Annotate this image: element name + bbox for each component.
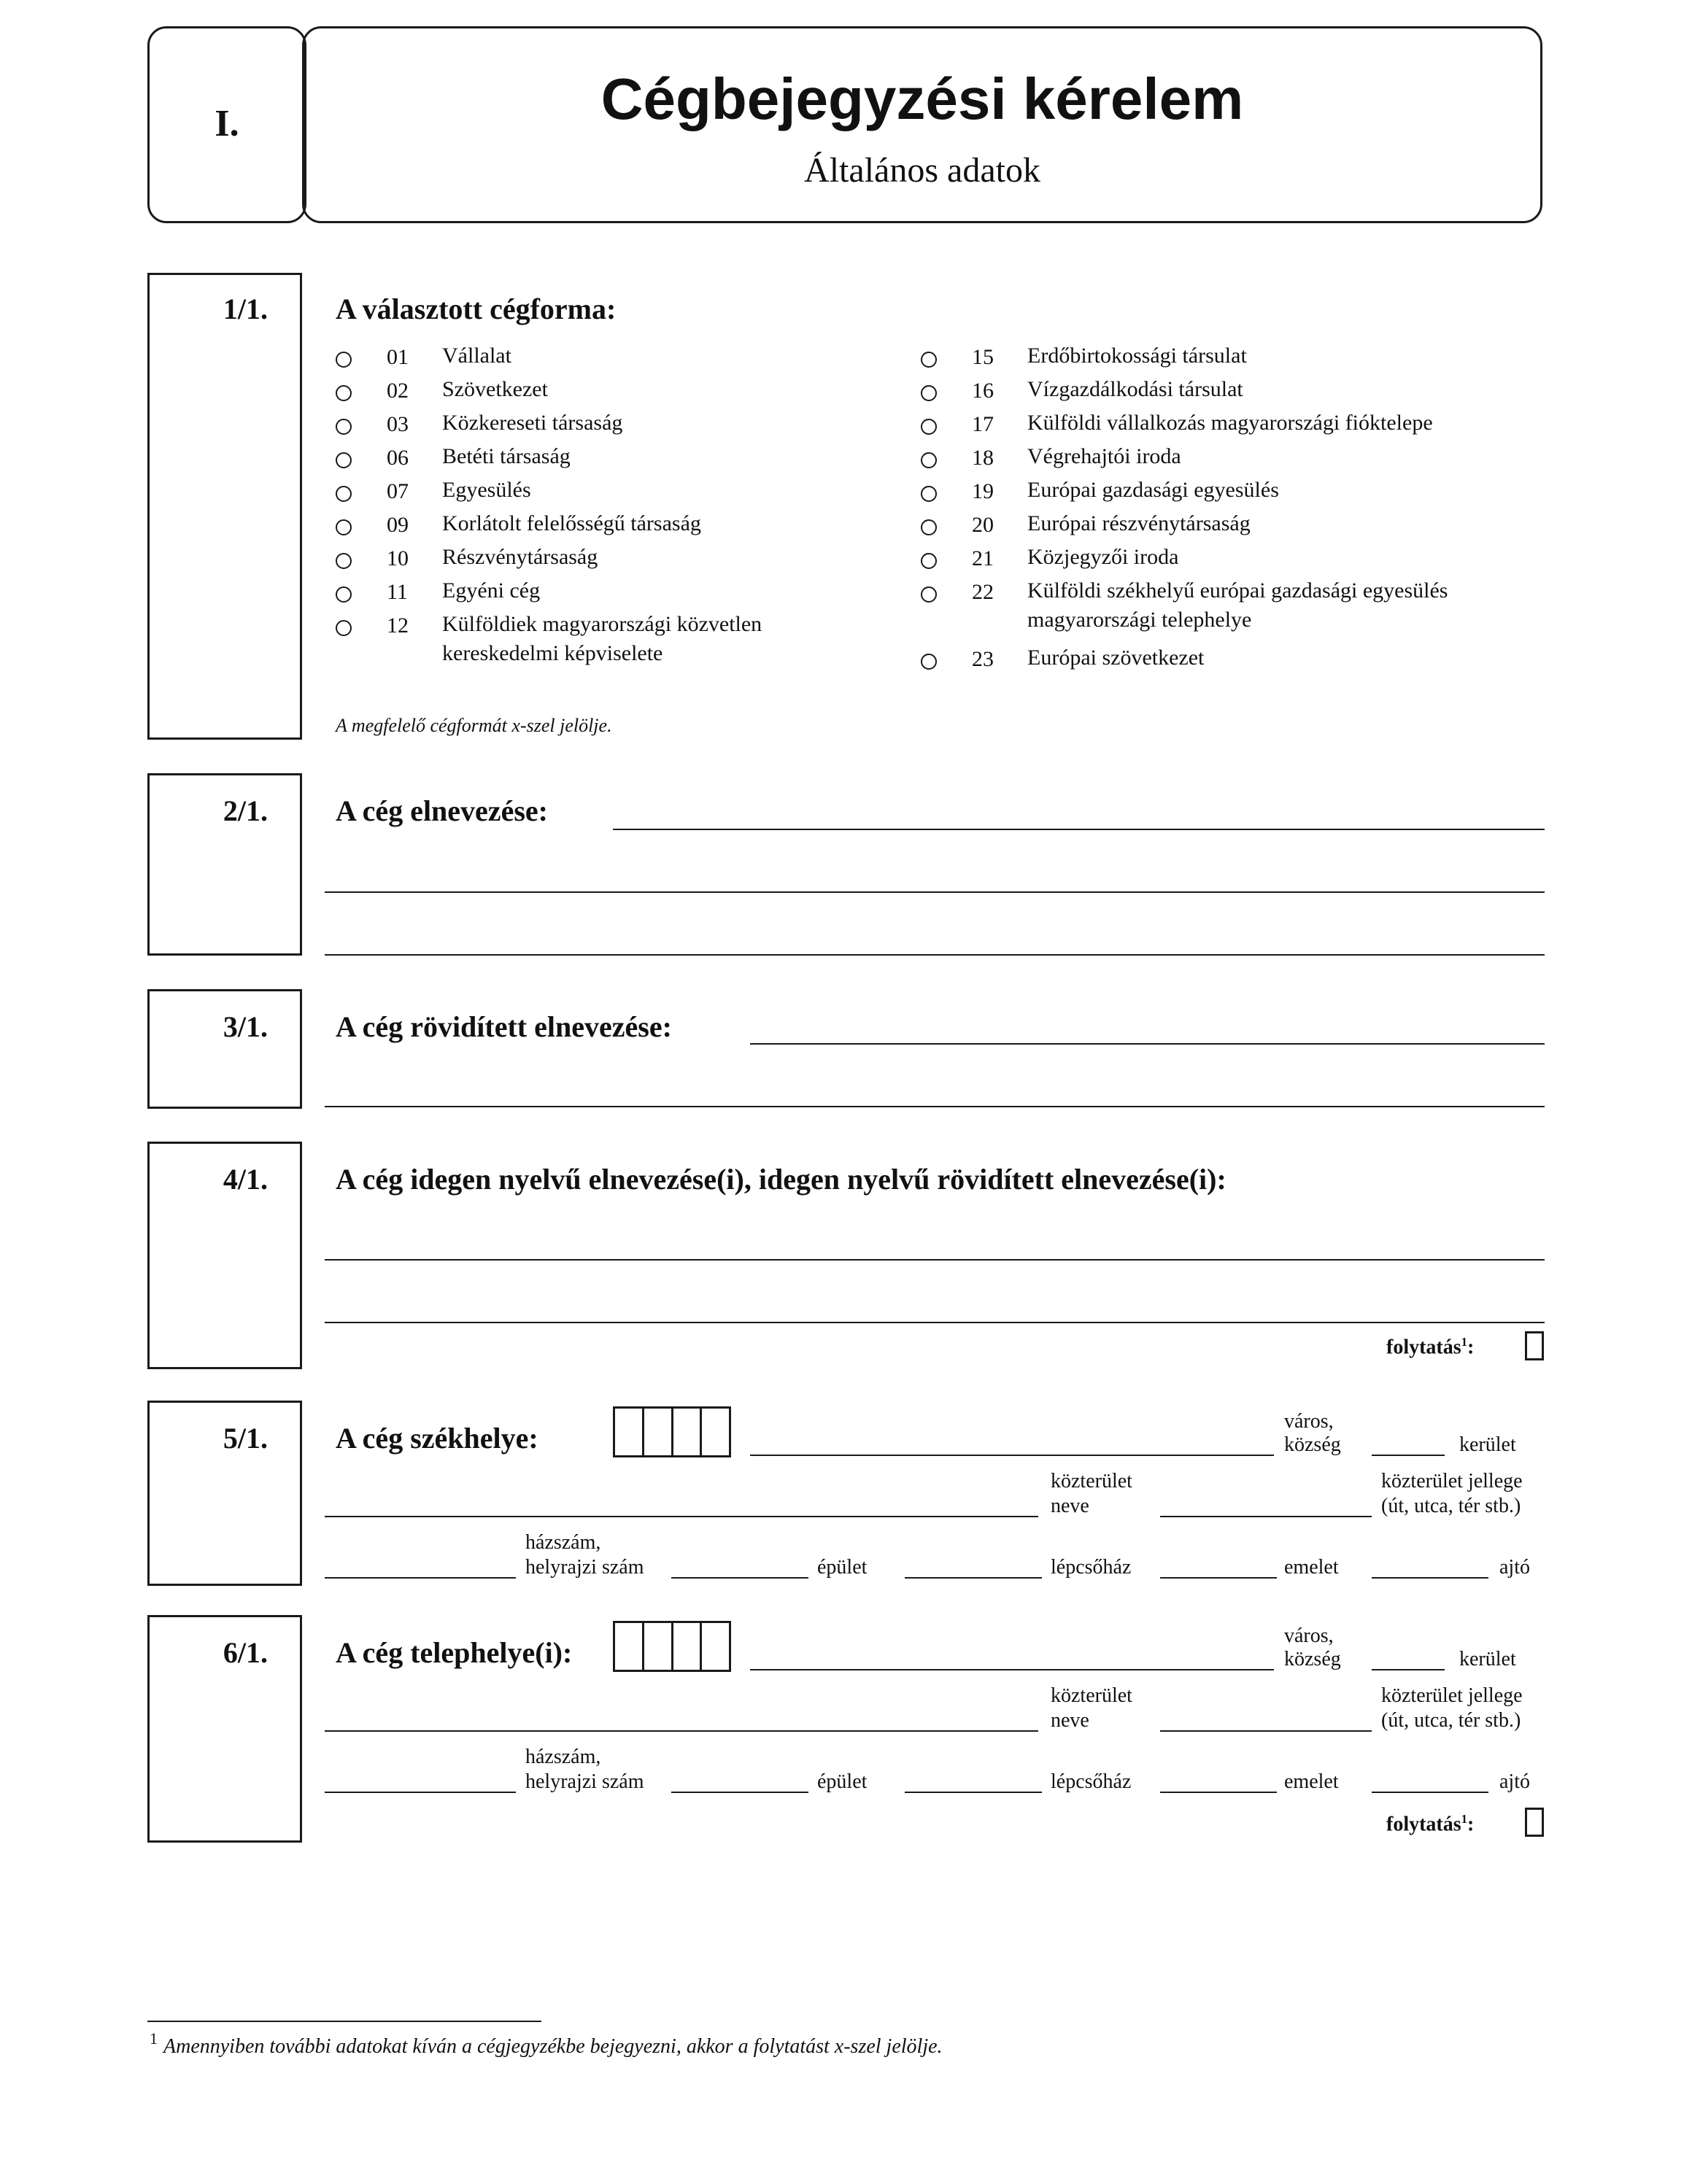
- company-form-option[interactable]: [921, 345, 1519, 374]
- seat-city-label-1: város,: [1284, 1410, 1334, 1433]
- s1-number-box: [147, 273, 302, 740]
- seat-city-label-2: község: [1284, 1433, 1341, 1456]
- company-form-code: 22: [972, 580, 994, 604]
- seat-postal-code-boxes[interactable]: [613, 1406, 731, 1457]
- company-form-radio[interactable]: [336, 352, 352, 368]
- company-form-label: Korlátolt felelősségű társaság: [442, 511, 701, 535]
- company-form-code: 10: [387, 546, 409, 570]
- seat-postal-digit[interactable]: [615, 1409, 644, 1455]
- company-form-radio[interactable]: [921, 519, 937, 535]
- s5-title: A cég székhelye:: [336, 1422, 538, 1455]
- site-city-label-2: község: [1284, 1648, 1341, 1670]
- company-form-option[interactable]: [921, 412, 1519, 441]
- short-name-line-1[interactable]: [750, 1043, 1545, 1045]
- s3-number: 3/1.: [223, 1010, 268, 1043]
- site-street-label-1: közterület: [1051, 1684, 1132, 1707]
- company-form-code: 02: [387, 379, 409, 403]
- company-form-label: Külföldiek magyarországi közvetlen: [442, 612, 762, 636]
- site-house-label-1: házszám,: [525, 1746, 601, 1768]
- company-form-option[interactable]: [336, 446, 934, 475]
- company-form-radio[interactable]: [921, 654, 937, 670]
- site-postal-code-boxes[interactable]: [613, 1621, 731, 1672]
- footnote-mark: 1: [150, 2029, 158, 2048]
- company-form-option[interactable]: [336, 513, 934, 542]
- site-postal-digit[interactable]: [615, 1623, 644, 1670]
- seat-postal-digit[interactable]: [673, 1409, 703, 1455]
- company-form-radio[interactable]: [921, 553, 937, 569]
- company-form-code: 23: [972, 647, 994, 671]
- seat-stair-line[interactable]: [905, 1577, 1042, 1579]
- company-form-radio[interactable]: [336, 385, 352, 401]
- company-form-code: 09: [387, 513, 409, 537]
- company-form-radio[interactable]: [921, 385, 937, 401]
- seat-street-type-label-2: (út, utca, tér stb.): [1381, 1495, 1521, 1517]
- company-form-label: Közjegyzői iroda: [1027, 545, 1179, 569]
- s2-number: 2/1.: [223, 794, 268, 827]
- seat-stair-label: lépcsőház: [1051, 1556, 1132, 1579]
- site-street-label-2: neve: [1051, 1709, 1089, 1732]
- company-form-option[interactable]: [336, 345, 934, 374]
- seat-building-line[interactable]: [671, 1577, 808, 1579]
- company-form-label-cont: kereskedelmi képviselete: [442, 641, 663, 665]
- company-form-option[interactable]: [921, 647, 1519, 676]
- company-name-line-1[interactable]: [613, 829, 1545, 830]
- seat-postal-digit[interactable]: [644, 1409, 673, 1455]
- seat-district-line[interactable]: [1372, 1455, 1445, 1456]
- site-house-label-2: helyrajzi szám: [525, 1770, 644, 1793]
- company-form-radio[interactable]: [336, 486, 352, 502]
- company-form-label: Közkereseti társaság: [442, 411, 623, 435]
- site-district-line[interactable]: [1372, 1669, 1445, 1670]
- seat-house-label-2: helyrajzi szám: [525, 1556, 644, 1579]
- company-form-option[interactable]: [921, 379, 1519, 408]
- seat-street-label-2: neve: [1051, 1495, 1089, 1517]
- company-form-radio[interactable]: [336, 419, 352, 435]
- company-form-code: 03: [387, 412, 409, 436]
- site-street-name-line[interactable]: [325, 1730, 1038, 1732]
- s6-continue-text: folytatás: [1386, 1813, 1461, 1836]
- seat-house-label-1: házszám,: [525, 1531, 601, 1554]
- seat-district-label: kerület: [1459, 1433, 1516, 1456]
- seat-floor-line[interactable]: [1160, 1577, 1277, 1579]
- s1-number: 1/1.: [223, 293, 268, 325]
- company-form-radio[interactable]: [921, 486, 937, 502]
- s2-title: A cég elnevezése:: [336, 794, 548, 827]
- company-form-label: Betéti társaság: [442, 444, 571, 468]
- company-form-code: 12: [387, 613, 409, 638]
- site-street-type-label-1: közterület jellege: [1381, 1684, 1523, 1707]
- seat-street-label-1: közterület: [1051, 1470, 1132, 1492]
- s1-title: A választott cégforma:: [336, 293, 617, 325]
- s4-continue-text: folytatás: [1386, 1336, 1461, 1359]
- company-form-label: Európai gazdasági egyesülés: [1027, 478, 1279, 502]
- seat-street-type-label-1: közterület jellege: [1381, 1470, 1523, 1492]
- company-form-radio[interactable]: [921, 586, 937, 603]
- site-floor-label: emelet: [1284, 1770, 1339, 1793]
- company-form-label: Külföldi vállalkozás magyarországi fióktelepe: [1027, 411, 1433, 435]
- company-form-label: Szövetkezet: [442, 377, 548, 401]
- company-form-option[interactable]: [921, 513, 1519, 542]
- company-form-option[interactable]: [921, 446, 1519, 475]
- company-form-label-cont: magyarországi telephelye: [1027, 608, 1252, 632]
- site-stair-line[interactable]: [905, 1792, 1042, 1793]
- seat-postal-digit[interactable]: [702, 1409, 729, 1455]
- s1-note: A megfelelő cégformát x-szel jelölje.: [336, 715, 612, 736]
- foreign-name-line-2[interactable]: [325, 1322, 1545, 1323]
- page-subtitle: Általános adatok: [804, 151, 1040, 190]
- s3-number-box: [147, 989, 302, 1109]
- company-form-option[interactable]: [921, 580, 1519, 638]
- company-name-line-2[interactable]: [325, 891, 1545, 893]
- company-form-label: Egyesülés: [442, 478, 531, 502]
- seat-floor-label: emelet: [1284, 1556, 1339, 1579]
- company-form-label: Európai szövetkezet: [1027, 646, 1205, 670]
- s4-continue-checkbox[interactable]: [1525, 1331, 1544, 1360]
- s6-continue-label: [1386, 1812, 1474, 1836]
- company-form-radio[interactable]: [336, 553, 352, 569]
- company-form-option[interactable]: [336, 546, 934, 576]
- s3-title: A cég rövidített elnevezése:: [336, 1010, 672, 1043]
- foreign-name-line-1[interactable]: [325, 1259, 1545, 1261]
- site-building-line[interactable]: [671, 1792, 808, 1793]
- company-form-option[interactable]: [336, 379, 934, 408]
- site-street-type-label-2: (út, utca, tér stb.): [1381, 1709, 1521, 1732]
- site-building-label: épület: [817, 1770, 868, 1793]
- company-form-option[interactable]: [921, 479, 1519, 508]
- company-form-option[interactable]: [336, 412, 934, 441]
- company-form-code: 11: [387, 580, 408, 604]
- s5-number: 5/1.: [223, 1422, 268, 1455]
- site-city-label-1: város,: [1284, 1625, 1334, 1647]
- site-stair-label: lépcsőház: [1051, 1770, 1132, 1793]
- company-form-code: 06: [387, 446, 409, 470]
- company-form-option[interactable]: [336, 613, 934, 672]
- seat-house-number-line[interactable]: [325, 1577, 516, 1579]
- company-form-label: Vízgazdálkodási társulat: [1027, 377, 1243, 401]
- seat-door-label: ajtó: [1499, 1556, 1530, 1579]
- company-form-label: Erdőbirtokossági társulat: [1027, 344, 1247, 368]
- s4-continue-footnote-mark: 1: [1461, 1335, 1468, 1349]
- company-form-code: 17: [972, 412, 994, 436]
- company-form-code: 19: [972, 479, 994, 503]
- company-form-label: Külföldi székhelyű európai gazdasági egyesülés: [1027, 578, 1448, 603]
- site-city-line[interactable]: [750, 1669, 1274, 1670]
- company-form-code: 15: [972, 345, 994, 369]
- company-form-radio[interactable]: [336, 452, 352, 468]
- company-form-option[interactable]: [336, 479, 934, 508]
- site-street-type-line[interactable]: [1160, 1730, 1372, 1732]
- seat-building-label: épület: [817, 1556, 868, 1579]
- company-form-code: 21: [972, 546, 994, 570]
- s6-title: A cég telephelye(i):: [336, 1636, 573, 1669]
- s6-continue-footnote-mark: 1: [1461, 1812, 1468, 1826]
- company-form-code: 18: [972, 446, 994, 470]
- company-form-option[interactable]: [336, 580, 934, 609]
- short-name-line-2[interactable]: [325, 1106, 1545, 1107]
- site-postal-digit[interactable]: [673, 1623, 703, 1670]
- company-form-label: Részvénytársaság: [442, 545, 598, 569]
- site-floor-line[interactable]: [1160, 1792, 1277, 1793]
- company-form-radio[interactable]: [336, 519, 352, 535]
- company-form-radio[interactable]: [336, 586, 352, 603]
- company-form-radio[interactable]: [921, 352, 937, 368]
- company-form-code: 01: [387, 345, 409, 369]
- company-form-radio[interactable]: [921, 419, 937, 435]
- company-form-code: 20: [972, 513, 994, 537]
- site-postal-digit[interactable]: [644, 1623, 673, 1670]
- seat-city-line[interactable]: [750, 1455, 1274, 1456]
- company-form-radio[interactable]: [336, 620, 352, 636]
- seat-door-line[interactable]: [1372, 1577, 1488, 1579]
- site-postal-digit[interactable]: [702, 1623, 729, 1670]
- company-form-label: Végrehajtói iroda: [1027, 444, 1181, 468]
- s4-continue-colon: :: [1467, 1336, 1475, 1359]
- company-form-option[interactable]: [921, 546, 1519, 576]
- company-name-line-3[interactable]: [325, 954, 1545, 956]
- site-door-label: ajtó: [1499, 1770, 1530, 1793]
- company-form-label: Egyéni cég: [442, 578, 541, 603]
- company-form-code: 07: [387, 479, 409, 503]
- s6-continue-checkbox[interactable]: [1525, 1808, 1544, 1837]
- site-house-number-line[interactable]: [325, 1792, 516, 1793]
- page-title: Cégbejegyzési kérelem: [600, 66, 1244, 131]
- s6-continue-colon: :: [1467, 1813, 1475, 1836]
- company-form-radio[interactable]: [921, 452, 937, 468]
- company-form-label: Európai részvénytársaság: [1027, 511, 1251, 535]
- section-roman-label: I.: [215, 103, 239, 144]
- footnote-text: Amennyiben további adatokat kíván a cégjegyzékbe bejegyezni, akkor a folytatást x-szel jelölje.: [163, 2035, 943, 2058]
- s4-continue-label: [1386, 1335, 1474, 1359]
- s6-number: 6/1.: [223, 1636, 268, 1669]
- company-form-label: Vállalat: [442, 344, 511, 368]
- s4-number: 4/1.: [223, 1163, 268, 1196]
- seat-street-name-line[interactable]: [325, 1516, 1038, 1517]
- seat-street-type-line[interactable]: [1160, 1516, 1372, 1517]
- footnote-divider: [147, 2021, 541, 2022]
- site-district-label: kerület: [1459, 1648, 1516, 1670]
- site-door-line[interactable]: [1372, 1792, 1488, 1793]
- company-form-code: 16: [972, 379, 994, 403]
- s4-title: A cég idegen nyelvű elnevezése(i), idegen nyelvű rövidített elnevezése(i):: [336, 1163, 1226, 1196]
